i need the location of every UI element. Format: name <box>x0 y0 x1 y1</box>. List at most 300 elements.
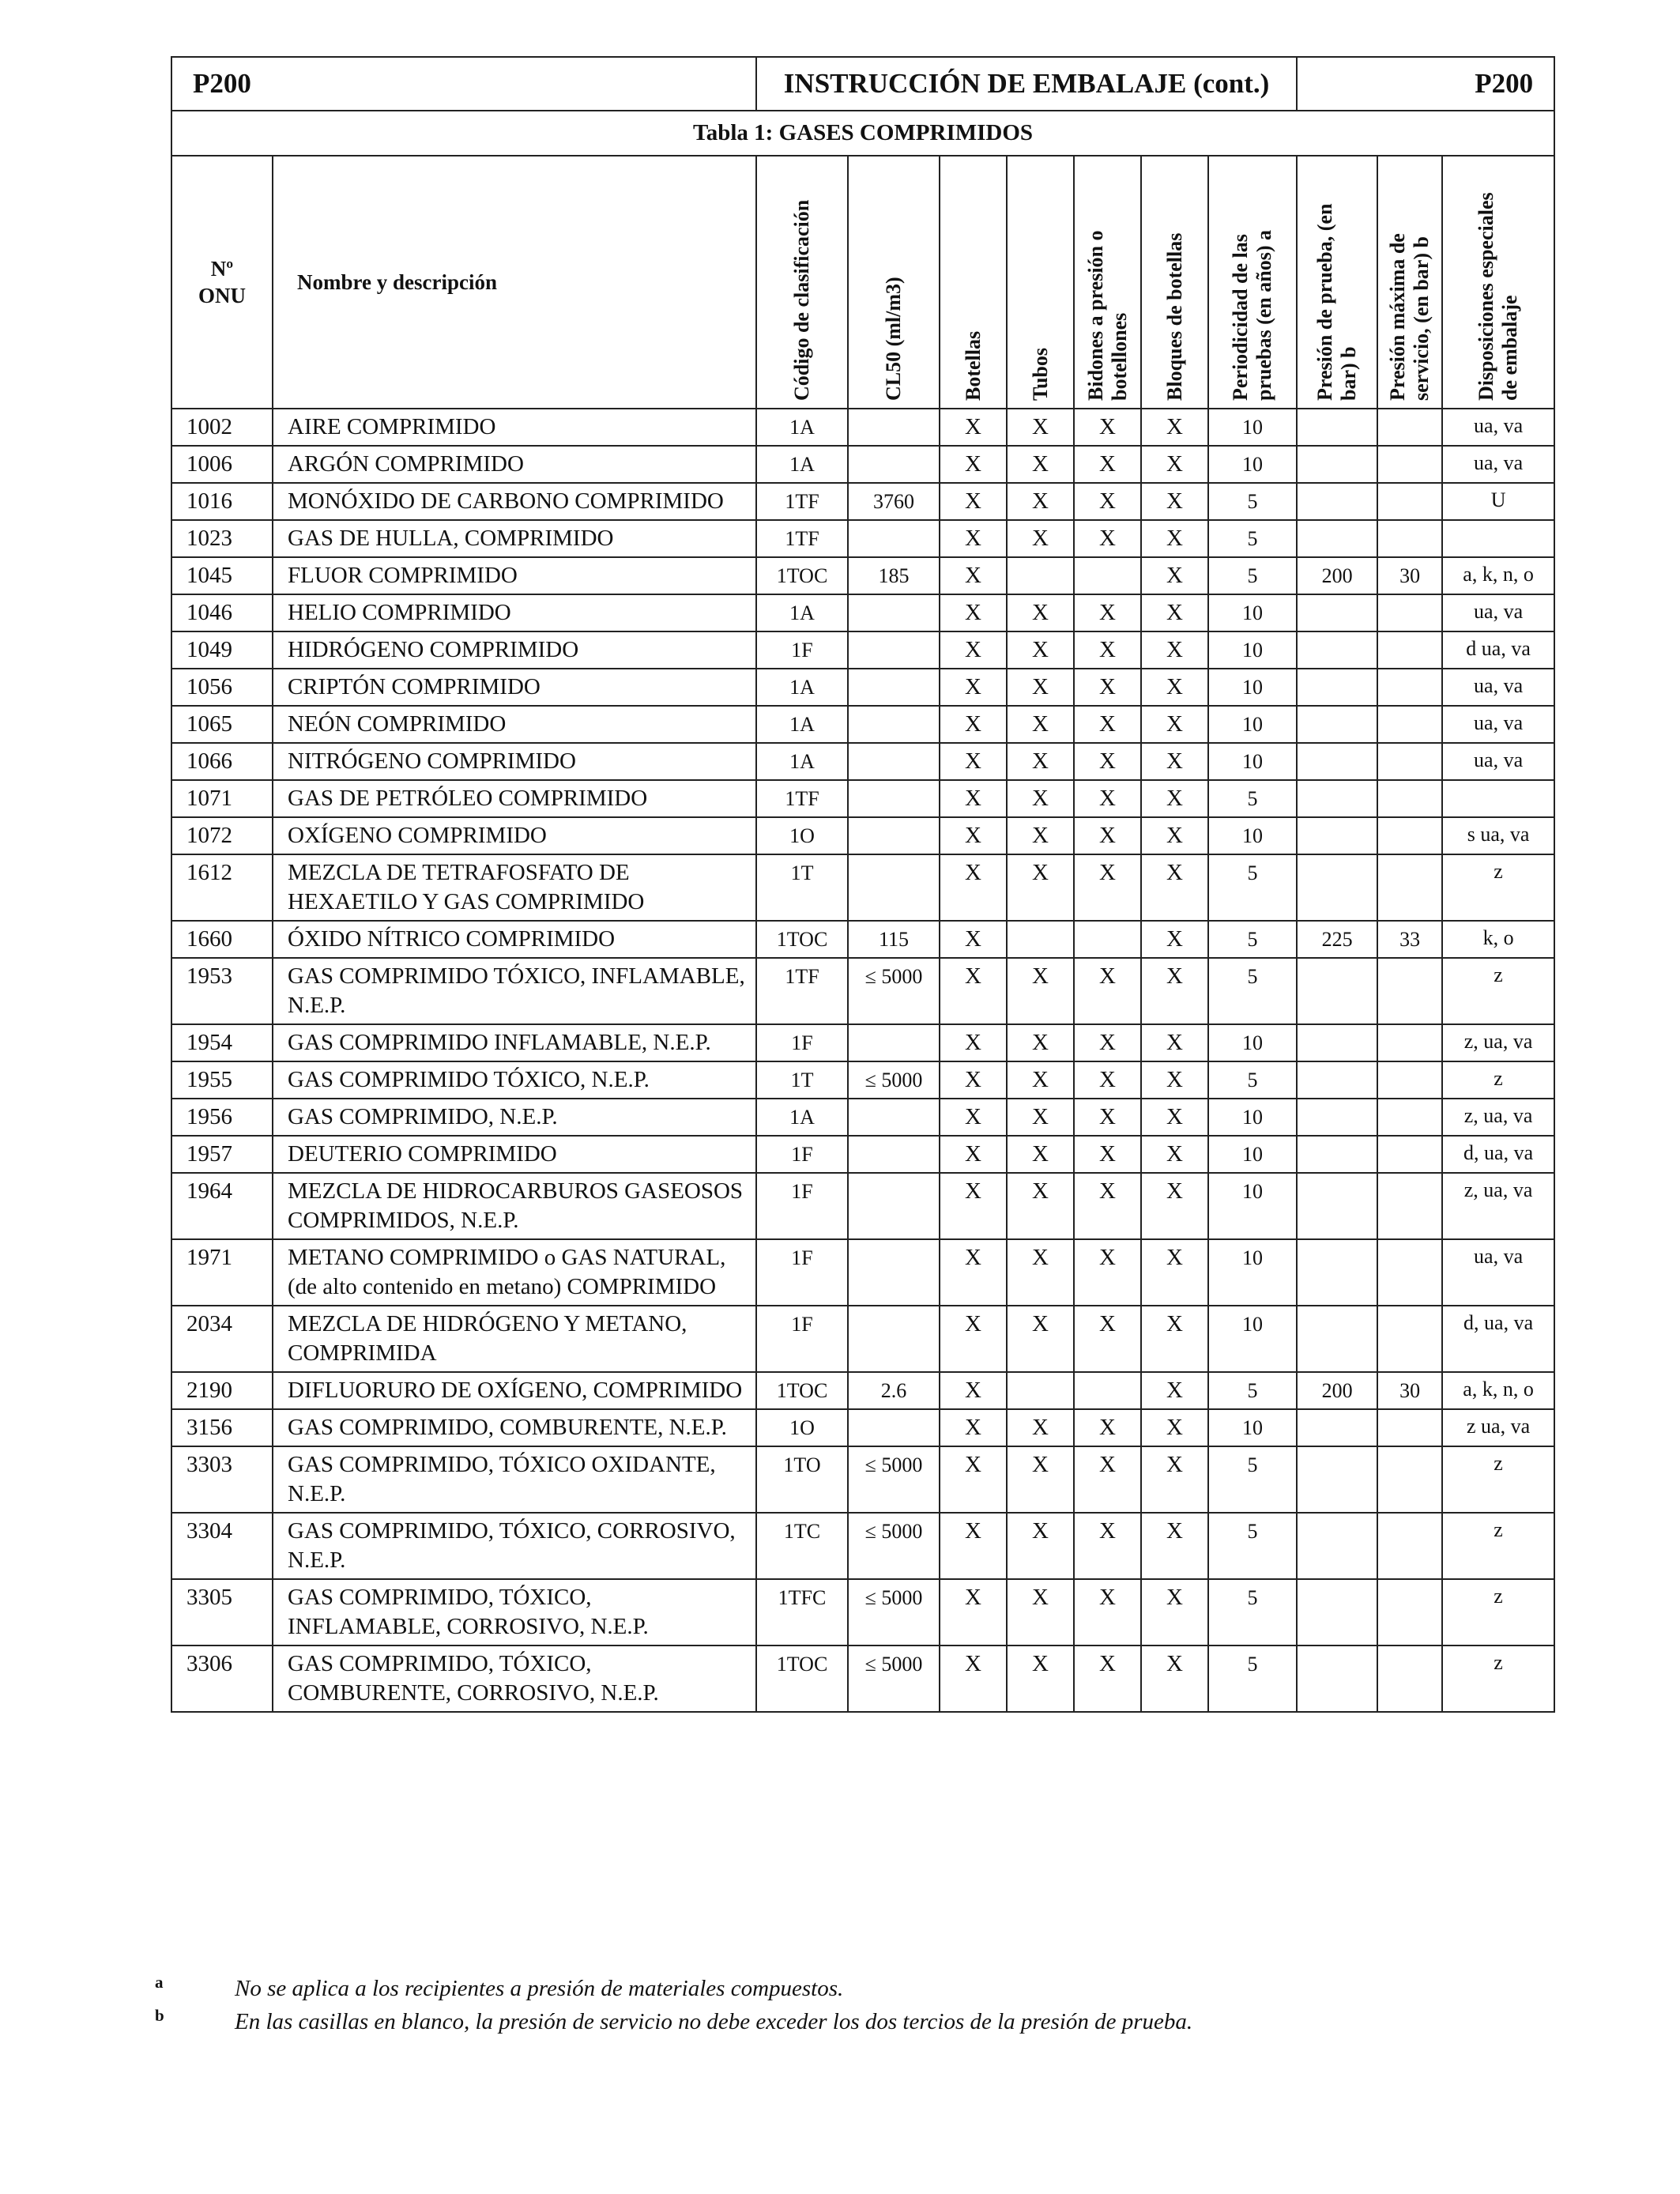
lc50-cell: 3760 <box>848 483 940 520</box>
test-period-cell: 10 <box>1208 1024 1297 1061</box>
col-header-classification-code <box>756 156 848 409</box>
table-row <box>171 706 1554 743</box>
un-number-cell: 1964 <box>171 1173 273 1239</box>
test-period-cell: 10 <box>1208 743 1297 780</box>
un-number-cell: 2190 <box>171 1372 273 1409</box>
classification-code-cell: 1A <box>756 446 848 483</box>
pressure-drums-cell: X <box>1074 1579 1141 1646</box>
pressure-drums-cell: X <box>1074 446 1141 483</box>
special-provisions-cell: z ua, va <box>1442 1409 1554 1446</box>
bundles-cell: X <box>1141 520 1208 557</box>
test-period-cell: 10 <box>1208 409 1297 446</box>
cylinders-cell: X <box>940 1239 1007 1306</box>
pressure-drums-cell: X <box>1074 1024 1141 1061</box>
max-working-pressure-cell <box>1377 854 1442 921</box>
cylinders-cell: X <box>940 446 1007 483</box>
name-cell: OXÍGENO COMPRIMIDO <box>273 817 756 854</box>
un-number-cell: 1955 <box>171 1061 273 1099</box>
tubes-cell: X <box>1007 1446 1074 1513</box>
bundles-cell: X <box>1141 1513 1208 1579</box>
name-cell: FLUOR COMPRIMIDO <box>273 557 756 594</box>
table-row <box>171 1136 1554 1173</box>
name-cell: HIDRÓGENO COMPRIMIDO <box>273 631 756 669</box>
table-row <box>171 631 1554 669</box>
table-row <box>171 1446 1554 1513</box>
name-cell: GAS COMPRIMIDO, TÓXICO, COMBURENTE, CORROSIVO, N.E.P. <box>273 1646 756 1712</box>
test-pressure-cell <box>1297 669 1377 706</box>
un-number-cell: 1002 <box>171 409 273 446</box>
max-working-pressure-cell <box>1377 1099 1442 1136</box>
lc50-cell <box>848 743 940 780</box>
test-pressure-cell <box>1297 1239 1377 1306</box>
test-period-cell: 10 <box>1208 1099 1297 1136</box>
bundles-cell: X <box>1141 743 1208 780</box>
table-row <box>171 921 1554 958</box>
special-provisions-cell: a, k, n, o <box>1442 1372 1554 1409</box>
special-provisions-cell: d, ua, va <box>1442 1136 1554 1173</box>
name-cell: GAS COMPRIMIDO TÓXICO, INFLAMABLE, N.E.P. <box>273 958 756 1024</box>
classification-code-cell: 1A <box>756 669 848 706</box>
max-working-pressure-cell <box>1377 1136 1442 1173</box>
cylinders-cell: X <box>940 483 1007 520</box>
cylinders-cell: X <box>940 1136 1007 1173</box>
col-header-max-working-pressure <box>1377 156 1442 409</box>
classification-code-cell: 1O <box>756 1409 848 1446</box>
test-period-cell: 5 <box>1208 854 1297 921</box>
test-period-cell: 10 <box>1208 1173 1297 1239</box>
un-number-cell: 1954 <box>171 1024 273 1061</box>
packing-table <box>171 56 1555 1713</box>
max-working-pressure-cell <box>1377 1446 1442 1513</box>
special-provisions-cell <box>1442 520 1554 557</box>
col-header-pressure-drums <box>1074 156 1141 409</box>
lc50-cell <box>848 817 940 854</box>
tubes-cell: X <box>1007 1306 1074 1372</box>
max-working-pressure-cell: 30 <box>1377 557 1442 594</box>
tubes-cell: X <box>1007 669 1074 706</box>
test-period-cell: 10 <box>1208 631 1297 669</box>
pressure-drums-cell: X <box>1074 706 1141 743</box>
un-number-cell: 1065 <box>171 706 273 743</box>
cylinders-cell: X <box>940 1061 1007 1099</box>
cylinders-cell: X <box>940 594 1007 631</box>
classification-code-cell: 1TF <box>756 520 848 557</box>
name-cell: HELIO COMPRIMIDO <box>273 594 756 631</box>
test-period-cell: 5 <box>1208 1513 1297 1579</box>
pressure-drums-cell: X <box>1074 1646 1141 1712</box>
lc50-cell <box>848 780 940 817</box>
pressure-drums-cell: X <box>1074 520 1141 557</box>
test-period-cell: 10 <box>1208 594 1297 631</box>
name-cell: GAS COMPRIMIDO TÓXICO, N.E.P. <box>273 1061 756 1099</box>
pressure-drums-cell: X <box>1074 1513 1141 1579</box>
tubes-cell: X <box>1007 817 1074 854</box>
test-period-cell: 5 <box>1208 921 1297 958</box>
lc50-cell: 2.6 <box>848 1372 940 1409</box>
classification-code-cell: 1A <box>756 706 848 743</box>
lc50-cell: ≤ 5000 <box>848 958 940 1024</box>
name-cell: NEÓN COMPRIMIDO <box>273 706 756 743</box>
cylinders-cell: X <box>940 958 1007 1024</box>
special-provisions-cell: z <box>1442 854 1554 921</box>
test-pressure-cell <box>1297 446 1377 483</box>
special-provisions-cell: ua, va <box>1442 594 1554 631</box>
footnote-a <box>155 1973 1577 2009</box>
special-provisions-cell: ua, va <box>1442 409 1554 446</box>
classification-code-cell: 1F <box>756 1239 848 1306</box>
table-row <box>171 1239 1554 1306</box>
footnote-b <box>155 2006 1577 2042</box>
max-working-pressure-cell <box>1377 483 1442 520</box>
tubes-cell: X <box>1007 631 1074 669</box>
max-working-pressure-cell <box>1377 1239 1442 1306</box>
col-header-lc50 <box>848 156 940 409</box>
test-pressure-cell <box>1297 409 1377 446</box>
pressure-drums-cell: X <box>1074 1136 1141 1173</box>
test-period-cell: 10 <box>1208 446 1297 483</box>
cylinders-cell: X <box>940 1513 1007 1579</box>
un-number-cell: 1023 <box>171 520 273 557</box>
bundles-cell: X <box>1141 594 1208 631</box>
bundles-cell: X <box>1141 854 1208 921</box>
special-provisions-cell: d ua, va <box>1442 631 1554 669</box>
tubes-cell: X <box>1007 1099 1074 1136</box>
table-row <box>171 446 1554 483</box>
lc50-cell <box>848 1409 940 1446</box>
col-header-test-period-label: Periodicidad de las pruebas (en años) a <box>1229 230 1276 401</box>
classification-code-cell: 1TF <box>756 483 848 520</box>
bundles-cell: X <box>1141 409 1208 446</box>
test-pressure-cell: 200 <box>1297 557 1377 594</box>
classification-code-cell: 1A <box>756 1099 848 1136</box>
max-working-pressure-cell <box>1377 594 1442 631</box>
un-number-cell: 1660 <box>171 921 273 958</box>
instruction-code-left: P200 <box>171 57 756 111</box>
bundles-cell: X <box>1141 780 1208 817</box>
table-row <box>171 743 1554 780</box>
special-provisions-cell: d, ua, va <box>1442 1306 1554 1372</box>
un-number-cell: 3156 <box>171 1409 273 1446</box>
pressure-drums-cell: X <box>1074 594 1141 631</box>
lc50-cell: 185 <box>848 557 940 594</box>
test-period-cell: 10 <box>1208 669 1297 706</box>
un-number-cell: 1072 <box>171 817 273 854</box>
pressure-drums-cell: X <box>1074 669 1141 706</box>
pressure-drums-cell: X <box>1074 854 1141 921</box>
max-working-pressure-cell <box>1377 958 1442 1024</box>
test-period-cell: 5 <box>1208 1061 1297 1099</box>
max-working-pressure-cell <box>1377 631 1442 669</box>
tubes-cell <box>1007 921 1074 958</box>
classification-code-cell: 1TF <box>756 958 848 1024</box>
col-header-bundles-label: Bloques de botellas <box>1162 232 1186 401</box>
max-working-pressure-cell <box>1377 520 1442 557</box>
max-working-pressure-cell <box>1377 409 1442 446</box>
name-cell: ÓXIDO NÍTRICO COMPRIMIDO <box>273 921 756 958</box>
col-header-un-number <box>171 156 273 409</box>
classification-code-cell: 1TOC <box>756 1646 848 1712</box>
table-row <box>171 1061 1554 1099</box>
col-header-test-pressure-label: Presión de prueba, (en bar) b <box>1313 203 1361 401</box>
col-header-special-provisions-label: Disposiciones especiales de embalaje <box>1475 192 1522 401</box>
tubes-cell <box>1007 1372 1074 1409</box>
bundles-cell: X <box>1141 631 1208 669</box>
table-row <box>171 1024 1554 1061</box>
test-pressure-cell <box>1297 631 1377 669</box>
classification-code-cell: 1TO <box>756 1446 848 1513</box>
pressure-drums-cell: X <box>1074 1409 1141 1446</box>
classification-code-cell: 1F <box>756 1306 848 1372</box>
name-cell: GAS DE HULLA, COMPRIMIDO <box>273 520 756 557</box>
classification-code-cell: 1A <box>756 594 848 631</box>
col-header-name: Nombre y descripción <box>273 156 756 409</box>
un-number-cell: 3304 <box>171 1513 273 1579</box>
cylinders-cell: X <box>940 854 1007 921</box>
col-header-classification-code-label: Código de clasificación <box>790 199 814 401</box>
classification-code-cell: 1F <box>756 1136 848 1173</box>
test-pressure-cell <box>1297 1409 1377 1446</box>
footnote-mark: a <box>155 1973 164 1992</box>
lc50-cell <box>848 1136 940 1173</box>
pressure-drums-cell <box>1074 557 1141 594</box>
un-number-cell: 1056 <box>171 669 273 706</box>
lc50-cell <box>848 409 940 446</box>
special-provisions-cell: s ua, va <box>1442 817 1554 854</box>
un-number-cell: 3305 <box>171 1579 273 1646</box>
classification-code-cell: 1F <box>756 631 848 669</box>
test-pressure-cell <box>1297 1024 1377 1061</box>
max-working-pressure-cell <box>1377 706 1442 743</box>
table-row <box>171 780 1554 817</box>
test-pressure-cell <box>1297 1061 1377 1099</box>
lc50-cell <box>848 1239 940 1306</box>
classification-code-cell: 1F <box>756 1173 848 1239</box>
classification-code-cell: 1TFC <box>756 1579 848 1646</box>
tubes-cell: X <box>1007 409 1074 446</box>
special-provisions-cell: z, ua, va <box>1442 1024 1554 1061</box>
table-row <box>171 594 1554 631</box>
bundles-cell: X <box>1141 1099 1208 1136</box>
test-pressure-cell <box>1297 780 1377 817</box>
un-number-cell: 1046 <box>171 594 273 631</box>
special-provisions-cell: k, o <box>1442 921 1554 958</box>
lc50-cell: ≤ 5000 <box>848 1513 940 1579</box>
max-working-pressure-cell <box>1377 780 1442 817</box>
test-pressure-cell <box>1297 854 1377 921</box>
bundles-cell: X <box>1141 958 1208 1024</box>
tubes-cell: X <box>1007 1646 1074 1712</box>
table-row <box>171 1173 1554 1239</box>
tubes-cell <box>1007 557 1074 594</box>
max-working-pressure-cell: 33 <box>1377 921 1442 958</box>
classification-code-cell: 1A <box>756 743 848 780</box>
pressure-drums-cell: X <box>1074 1061 1141 1099</box>
bundles-cell: X <box>1141 1446 1208 1513</box>
lc50-cell <box>848 706 940 743</box>
table-row <box>171 557 1554 594</box>
table-row <box>171 1372 1554 1409</box>
name-cell: MONÓXIDO DE CARBONO COMPRIMIDO <box>273 483 756 520</box>
max-working-pressure-cell <box>1377 1409 1442 1446</box>
cylinders-cell: X <box>940 409 1007 446</box>
table-row <box>171 854 1554 921</box>
lc50-cell <box>848 1024 940 1061</box>
table-row <box>171 669 1554 706</box>
un-number-cell: 1953 <box>171 958 273 1024</box>
un-number-cell: 3303 <box>171 1446 273 1513</box>
name-cell: MEZCLA DE TETRAFOSFATO DE HEXAETILO Y GAS COMPRIMIDO <box>273 854 756 921</box>
tubes-cell: X <box>1007 594 1074 631</box>
special-provisions-cell: ua, va <box>1442 1239 1554 1306</box>
cylinders-cell: X <box>940 631 1007 669</box>
un-number-cell: 1006 <box>171 446 273 483</box>
bundles-cell: X <box>1141 1136 1208 1173</box>
test-pressure-cell <box>1297 1513 1377 1579</box>
test-period-cell: 10 <box>1208 817 1297 854</box>
lc50-cell <box>848 446 940 483</box>
name-cell: MEZCLA DE HIDROCARBUROS GASEOSOS COMPRIMIDOS, N.E.P. <box>273 1173 756 1239</box>
un-number-cell: 1956 <box>171 1099 273 1136</box>
pressure-drums-cell: X <box>1074 1446 1141 1513</box>
lc50-cell <box>848 669 940 706</box>
test-pressure-cell: 225 <box>1297 921 1377 958</box>
test-pressure-cell <box>1297 1136 1377 1173</box>
cylinders-cell: X <box>940 706 1007 743</box>
special-provisions-cell: z <box>1442 1513 1554 1579</box>
un-number-cell: 3306 <box>171 1646 273 1712</box>
test-pressure-cell <box>1297 520 1377 557</box>
special-provisions-cell: z <box>1442 1579 1554 1646</box>
bundles-cell: X <box>1141 1306 1208 1372</box>
un-number-cell: 1971 <box>171 1239 273 1306</box>
pressure-drums-cell: X <box>1074 631 1141 669</box>
bundles-cell: X <box>1141 1372 1208 1409</box>
col-header-max-working-pressure-label: Presión máxima de servicio, (en bar) b <box>1386 233 1433 401</box>
classification-code-cell: 1TF <box>756 780 848 817</box>
cylinders-cell: X <box>940 669 1007 706</box>
special-provisions-cell: z, ua, va <box>1442 1099 1554 1136</box>
un-number-cell: 1612 <box>171 854 273 921</box>
test-pressure-cell <box>1297 1579 1377 1646</box>
special-provisions-cell <box>1442 780 1554 817</box>
lc50-cell <box>848 594 940 631</box>
title-row <box>171 57 1554 111</box>
table-row <box>171 1099 1554 1136</box>
test-period-cell: 10 <box>1208 1136 1297 1173</box>
col-header-cylinders-label: Botellas <box>961 330 985 401</box>
name-cell: GAS COMPRIMIDO INFLAMABLE, N.E.P. <box>273 1024 756 1061</box>
table-row <box>171 483 1554 520</box>
bundles-cell: X <box>1141 1061 1208 1099</box>
tubes-cell: X <box>1007 958 1074 1024</box>
max-working-pressure-cell <box>1377 1024 1442 1061</box>
max-working-pressure-cell <box>1377 1513 1442 1579</box>
table-row <box>171 1409 1554 1446</box>
lc50-cell <box>848 520 940 557</box>
column-header-row <box>171 156 1554 409</box>
test-period-cell: 10 <box>1208 1409 1297 1446</box>
un-number-cell: 1071 <box>171 780 273 817</box>
footnotes <box>155 1973 1577 2042</box>
test-period-cell: 5 <box>1208 1579 1297 1646</box>
special-provisions-cell: ua, va <box>1442 669 1554 706</box>
classification-code-cell: 1O <box>756 817 848 854</box>
un-number-cell: 1957 <box>171 1136 273 1173</box>
table-row <box>171 1306 1554 1372</box>
name-cell: DEUTERIO COMPRIMIDO <box>273 1136 756 1173</box>
un-number-cell: 1049 <box>171 631 273 669</box>
max-working-pressure-cell <box>1377 743 1442 780</box>
tubes-cell: X <box>1007 1024 1074 1061</box>
classification-code-cell: 1A <box>756 409 848 446</box>
cylinders-cell: X <box>940 1306 1007 1372</box>
lc50-cell <box>848 1306 940 1372</box>
name-cell: METANO COMPRIMIDO o GAS NATURAL, (de alto contenido en metano) COMPRIMIDO <box>273 1239 756 1306</box>
pressure-drums-cell: X <box>1074 1239 1141 1306</box>
un-number-cell: 2034 <box>171 1306 273 1372</box>
bundles-cell: X <box>1141 557 1208 594</box>
name-cell: GAS COMPRIMIDO, TÓXICO, CORROSIVO, N.E.P. <box>273 1513 756 1579</box>
pressure-drums-cell <box>1074 1372 1141 1409</box>
bundles-cell: X <box>1141 483 1208 520</box>
tubes-cell: X <box>1007 743 1074 780</box>
test-pressure-cell <box>1297 706 1377 743</box>
pressure-drums-cell: X <box>1074 1306 1141 1372</box>
col-header-cylinders <box>940 156 1007 409</box>
lc50-cell: ≤ 5000 <box>848 1446 940 1513</box>
test-period-cell: 5 <box>1208 483 1297 520</box>
special-provisions-cell: z, ua, va <box>1442 1173 1554 1239</box>
name-cell: GAS COMPRIMIDO, COMBURENTE, N.E.P. <box>273 1409 756 1446</box>
lc50-cell: ≤ 5000 <box>848 1646 940 1712</box>
name-cell: AIRE COMPRIMIDO <box>273 409 756 446</box>
un-number-cell: 1066 <box>171 743 273 780</box>
max-working-pressure-cell <box>1377 1306 1442 1372</box>
classification-code-cell: 1TOC <box>756 557 848 594</box>
bundles-cell: X <box>1141 1173 1208 1239</box>
table-row <box>171 1579 1554 1646</box>
lc50-cell: 115 <box>848 921 940 958</box>
classification-code-cell: 1T <box>756 1061 848 1099</box>
tubes-cell: X <box>1007 1136 1074 1173</box>
tubes-cell: X <box>1007 1239 1074 1306</box>
cylinders-cell: X <box>940 1646 1007 1712</box>
tubes-cell: X <box>1007 1173 1074 1239</box>
table-row <box>171 409 1554 446</box>
cylinders-cell: X <box>940 921 1007 958</box>
col-header-lc50-label: CL50 (ml/m3) <box>882 277 906 401</box>
pressure-drums-cell: X <box>1074 409 1141 446</box>
tubes-cell: X <box>1007 706 1074 743</box>
name-cell: GAS COMPRIMIDO, TÓXICO, INFLAMABLE, CORROSIVO, N.E.P. <box>273 1579 756 1646</box>
test-pressure-cell <box>1297 1306 1377 1372</box>
pressure-drums-cell: X <box>1074 958 1141 1024</box>
cylinders-cell: X <box>940 1024 1007 1061</box>
footnote-text: No se aplica a los recipientes a presión de materiales compuestos. <box>235 1976 844 2001</box>
cylinders-cell: X <box>940 1173 1007 1239</box>
bundles-cell: X <box>1141 921 1208 958</box>
table-row <box>171 1646 1554 1712</box>
bundles-cell: X <box>1141 1024 1208 1061</box>
test-pressure-cell <box>1297 1646 1377 1712</box>
classification-code-cell: 1TC <box>756 1513 848 1579</box>
special-provisions-cell: ua, va <box>1442 446 1554 483</box>
bundles-cell: X <box>1141 1239 1208 1306</box>
table-body <box>171 409 1554 1712</box>
special-provisions-cell: z <box>1442 1061 1554 1099</box>
tubes-cell: X <box>1007 1513 1074 1579</box>
pressure-drums-cell <box>1074 921 1141 958</box>
